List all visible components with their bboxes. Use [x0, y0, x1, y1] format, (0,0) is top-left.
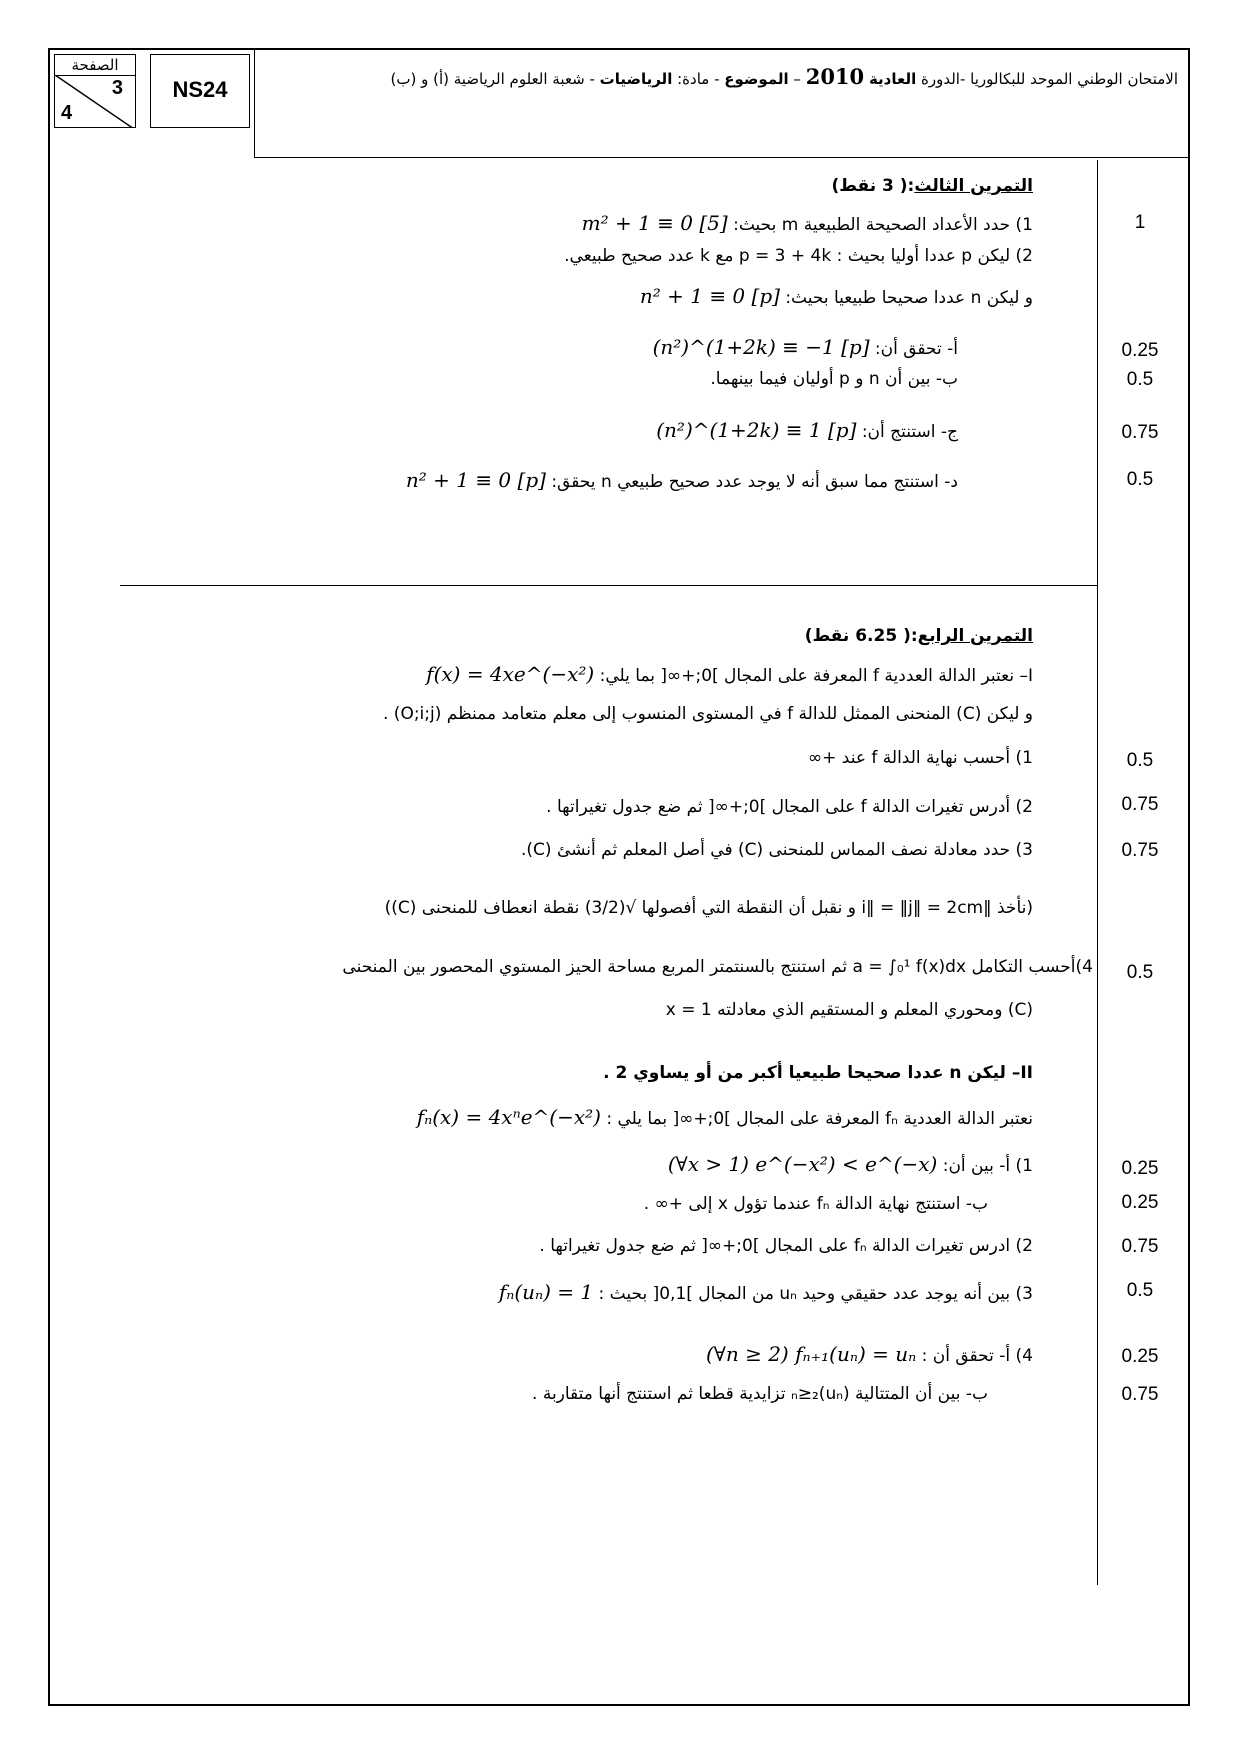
ex4-q2-points: 0.75: [1121, 794, 1159, 815]
ex4-II-2-points: 0.75: [1121, 1236, 1159, 1257]
ex3-qb-points: 0.5: [1126, 369, 1154, 390]
ex4-q1: 1) أحسب نهاية الدالة f عند +∞: [807, 748, 1033, 768]
section-separator: [120, 585, 1098, 586]
ex4-q3-note: (نأخذ ‖i‖ = ‖j‖ = 2cm و نقبل أن النقطة التي أفصولها √(3/2) نقطة انعطاف للمنحنى (C)): [384, 898, 1033, 918]
ex3-qd-points: 0.5: [1126, 469, 1154, 490]
ex3-qa: أ- تحقق أن: (n²)^(1+2k) ≡ −1 [p]: [652, 335, 958, 359]
ex4-II-4a-points: 0.25: [1121, 1346, 1159, 1367]
ex4-part-I-line2: و ليكن (C) المنحنى الممثل للدالة f في المستوى المنسوب إلى معلم متعامد ممنظم (O;i;j) .: [382, 704, 1033, 724]
ex3-qb: ب- بين أن n و p أوليان فيما بينهما.: [710, 369, 958, 389]
ex3-q2: 2) ليكن p عددا أوليا بحيث : p = 3 + 4k مع k عدد صحيح طبيعي.: [564, 246, 1033, 266]
page-label: الصفحة: [55, 55, 135, 76]
exam-page: [48, 48, 1190, 1706]
ex4-q1-points: 0.5: [1126, 750, 1154, 771]
points-column-rule: [1097, 160, 1098, 585]
page-total: 4: [61, 102, 73, 124]
exam-title: الامتحان الوطني الموحد للبكالوريا -الدورة العادية 2010 – الموضوع - مادة: الرياضيات - شعبة العلوم الرياضية (أ) و (ب): [390, 64, 1178, 89]
ex3-q1-points: 1: [1134, 212, 1146, 233]
exam-year: 2010: [805, 64, 865, 89]
ex4-II-1a: 1) أ- بين أن: (∀x > 1) e^(−x²) < e^(−x): [667, 1152, 1033, 1176]
ex4-II-1b-points: 0.25: [1121, 1192, 1159, 1213]
ex4-II-3-points: 0.5: [1126, 1280, 1154, 1301]
ex4-q2: 2) أدرس تغيرات الدالة f على المجال ]0;+∞[ ثم ضع جدول تغيراتها .: [546, 797, 1033, 817]
ex3-qd: د- استنتج مما سبق أنه لا يوجد عدد صحيح طبيعي n يحقق: n² + 1 ≡ 0 [p]: [405, 468, 958, 492]
page-number-box: [54, 54, 136, 128]
page-current: 3: [111, 77, 123, 99]
ex4-q3-points: 0.75: [1121, 840, 1159, 861]
points-column-rule-2: [1097, 585, 1098, 1585]
ex3-q1: 1) حدد الأعداد الصحيحة الطبيعية m بحيث: m² + 1 ≡ 0 [5]: [581, 211, 1033, 235]
exam-code: NS24: [150, 54, 250, 128]
ex3-q2-line2: و ليكن n عددا صحيحا طبيعيا بحيث: n² + 1 ≡ 0 [p]: [639, 284, 1033, 308]
ex4-q4: 4)أحسب التكامل a = ∫₀¹ f(x)dx ثم استنتج بالسنتمتر المربع مساحة الحيز المستوي المحصور بين المنحنى: [342, 957, 1093, 977]
page-header: [50, 50, 1188, 160]
title-box: [254, 50, 1188, 158]
ex4-II-4a: 4) أ- تحقق أن : (∀n ≥ 2) fₙ₊₁(uₙ) = uₙ: [705, 1342, 1033, 1366]
ex4-II-1b: ب- استنتج نهاية الدالة fₙ عندما تؤول x إلى +∞ .: [643, 1194, 988, 1214]
ex3-qa-points: 0.25: [1121, 340, 1159, 361]
ex4-II-4b: ب- بين أن المتتالية (uₙ)ₙ≥₂ تزايدية قطعا ثم استنتج أنها متقاربة .: [532, 1384, 988, 1404]
ex4-II-4b-points: 0.75: [1121, 1384, 1159, 1405]
exercise-4-title: التمرين الرابع:( 6.25 نقط): [804, 626, 1033, 646]
ex4-II-2: 2) ادرس تغيرات الدالة fₙ على المجال ]0;+∞[ ثم ضع جدول تغيراتها .: [539, 1236, 1033, 1256]
ex4-q4-points: 0.5: [1126, 962, 1154, 983]
ex3-qc: ج- استنتج أن: (n²)^(1+2k) ≡ 1 [p]: [656, 418, 958, 442]
ex4-II-3: 3) بين أنه يوجد عدد حقيقي وحيد uₙ من المجال ]0,1[ بحيث : fₙ(uₙ) = 1: [498, 1280, 1033, 1304]
ex3-qc-points: 0.75: [1121, 422, 1159, 443]
ex4-part-II-line2: نعتبر الدالة العددية fₙ المعرفة على المجال ]0;+∞[ بما يلي : fₙ(x) = 4xⁿe^(−x²): [416, 1105, 1033, 1129]
ex4-part-I: I– نعتبر الدالة العددية f المعرفة على المجال ]0;+∞[ بما يلي: f(x) = 4xe^(−x²): [426, 662, 1033, 686]
ex4-q4-line2: (C) ومحوري المعلم و المستقيم الذي معادلته x = 1: [665, 1000, 1033, 1020]
ex4-part-II: II– ليكن n عددا صحيحا طبيعيا أكبر من أو يساوي 2 .: [603, 1063, 1033, 1083]
ex4-q3: 3) حدد معادلة نصف المماس للمنحنى (C) في أصل المعلم ثم أنشئ (C).: [520, 840, 1033, 860]
ex4-II-1a-points: 0.25: [1121, 1158, 1159, 1179]
exercise-3-title: التمرين الثالث:( 3 نقط): [831, 176, 1033, 196]
